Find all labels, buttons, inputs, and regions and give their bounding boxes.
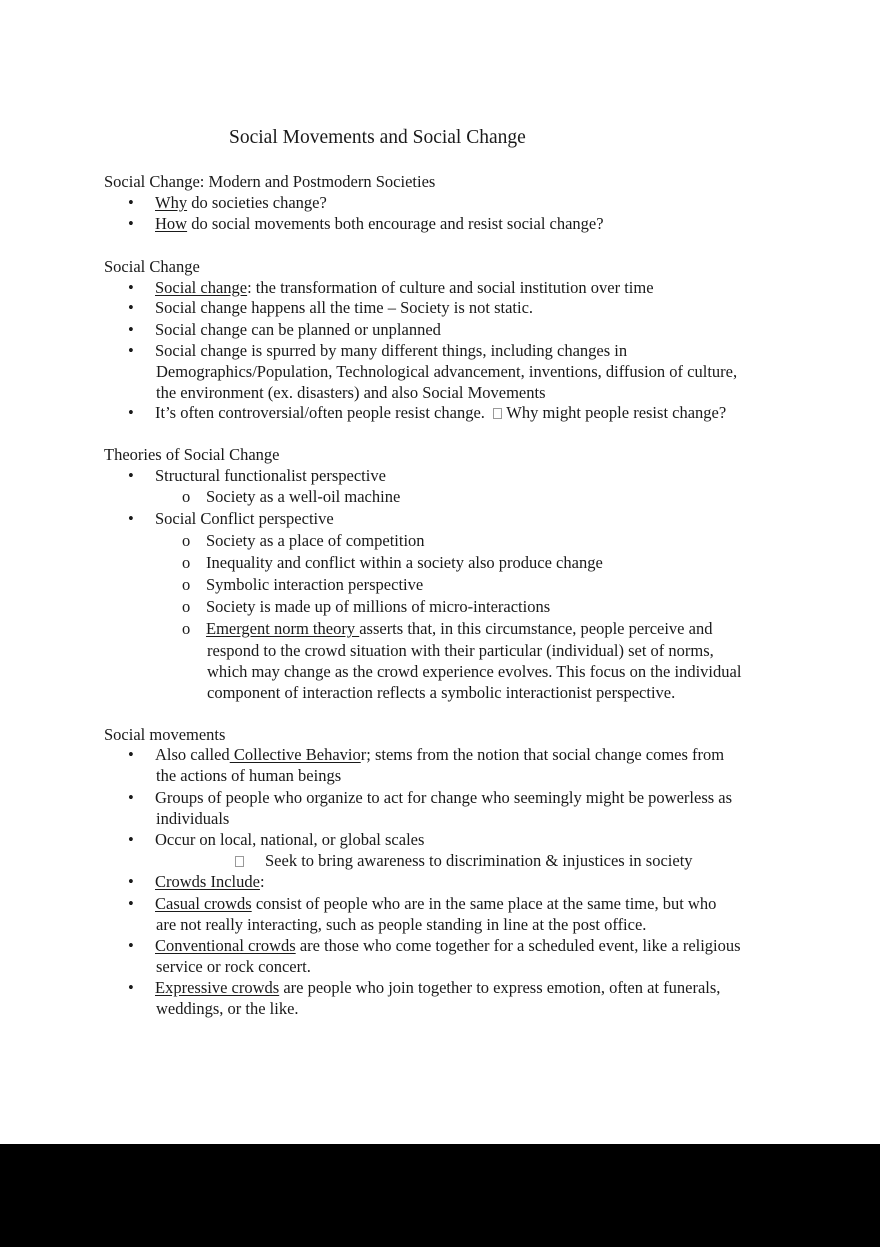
section-heading: Social Change: Modern and Postmodern Societies	[104, 172, 436, 191]
sub-list-item: Inequality and conflict within a society also produce change	[206, 553, 603, 572]
sub-bullet-icon: o	[182, 487, 191, 506]
list-item-line: individuals	[156, 809, 230, 828]
missing-glyph-arrow-icon	[493, 408, 502, 419]
list-item-line: the actions of human beings	[156, 766, 342, 785]
bullet-icon: •	[128, 341, 134, 360]
bullet-icon: •	[128, 509, 134, 528]
bullet-icon: •	[128, 403, 134, 422]
sub-bullet-icon: o	[182, 553, 191, 572]
list-item: It’s often controversial/often people resist change. Why might people resist change?	[155, 403, 727, 422]
list-item-line: Social change is spurred by many different things, including changes in	[155, 341, 628, 360]
sub-list-item-line: which may change as the crowd experience evolves. This focus on the individual	[207, 662, 742, 681]
bullet-icon: •	[128, 466, 134, 485]
list-item: Structural functionalist perspective	[155, 466, 386, 485]
bullet-icon: •	[128, 298, 134, 317]
section-heading: Social movements	[104, 725, 226, 744]
list-item: Social change: the transformation of culture and social institution over time	[155, 278, 654, 297]
sub-bullet-icon: o	[182, 575, 191, 594]
sub-bullet-icon: o	[182, 597, 191, 616]
section-heading: Social Change	[104, 257, 200, 276]
bullet-icon: •	[128, 278, 134, 297]
sub-list-item: Seek to bring awareness to discrimination & injustices in society	[265, 851, 693, 870]
list-item: Occur on local, national, or global scales	[155, 830, 425, 849]
sub-list-item-line: component of interaction reflects a symbolic interactionist perspective.	[207, 683, 676, 702]
list-item-line: are not really interacting, such as people standing in line at the post office.	[156, 915, 647, 934]
list-item-line: Demographics/Population, Technological advancement, inventions, diffusion of culture,	[156, 362, 738, 381]
bullet-icon: •	[128, 320, 134, 339]
bullet-icon: •	[128, 978, 134, 997]
sub-bullet-icon: o	[182, 619, 191, 638]
list-item: Expressive crowds are people who join together to express emotion, often at funerals,	[155, 978, 721, 997]
missing-glyph-bullet-icon	[235, 850, 244, 871]
sub-bullet-icon: o	[182, 531, 191, 550]
bullet-icon: •	[128, 788, 134, 807]
section-heading: Theories of Social Change	[104, 445, 280, 464]
bullet-icon: •	[128, 894, 134, 913]
sub-list-item: Emergent norm theory asserts that, in this circumstance, people perceive and	[206, 619, 713, 638]
list-item-line: service or rock concert.	[156, 957, 311, 976]
list-item: Social Conflict perspective	[155, 509, 334, 528]
bottom-black-bar	[0, 1144, 880, 1247]
bullet-icon: •	[128, 830, 134, 849]
bullet-icon: •	[128, 872, 134, 891]
list-item: Crowds Include:	[155, 872, 265, 891]
list-item-line: Groups of people who organize to act for change who seemingly might be powerless as	[155, 788, 733, 807]
bullet-icon: •	[128, 745, 134, 764]
list-item: Why do societies change?	[155, 193, 327, 212]
sub-list-item: Society as a well-oil machine	[206, 487, 401, 506]
sub-list-item: Society as a place of competition	[206, 531, 425, 550]
list-item: Social change happens all the time – Society is not static.	[155, 298, 534, 317]
list-item: Social change can be planned or unplanned	[155, 320, 441, 339]
sub-list-item-line: respond to the crowd situation with their particular (individual) set of norms,	[207, 641, 714, 660]
bullet-icon: •	[128, 193, 134, 212]
document-title: Social Movements and Social Change	[229, 127, 526, 148]
list-item: How do social movements both encourage and resist social change?	[155, 214, 604, 233]
list-item: Conventional crowds are those who come together for a scheduled event, like a religious	[155, 936, 741, 955]
bullet-icon: •	[128, 936, 134, 955]
list-item-line: weddings, or the like.	[156, 999, 299, 1018]
sub-list-item: Society is made up of millions of micro-interactions	[206, 597, 551, 616]
sub-list-item: Symbolic interaction perspective	[206, 575, 424, 594]
bullet-icon: •	[128, 214, 134, 233]
list-item-line: the environment (ex. disasters) and also Social Movements	[156, 383, 546, 402]
list-item: Casual crowds consist of people who are in the same place at the same time, but who	[155, 894, 717, 913]
list-item: Also called Collective Behavior; stems from the notion that social change comes from	[155, 745, 725, 764]
